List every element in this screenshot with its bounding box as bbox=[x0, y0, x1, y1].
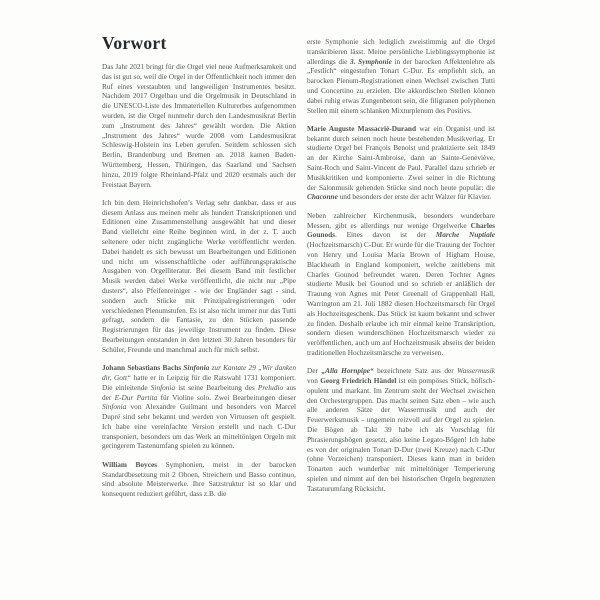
text-run: Wassermusik bbox=[457, 366, 495, 376]
paragraph bbox=[307, 37, 495, 115]
text-run: Chaconne bbox=[307, 192, 338, 202]
paragraph bbox=[102, 198, 296, 355]
text-run: Ich bin dem Heinrichshofen’s Verlag sehr dankbar, dass er aus diesem Anlass aus meinen mehr als hundert Transkriptionen und Editionen eine Zusammenstellung ausgewählt hat und dieser Band vielleicht eine Reihe beginnen wird, in der z. T. auch seltenere oder nicht zugängliche Werke veröffentlicht werden. Dabei handelt es sich bewusst um Bearbeitungen und Editionen und nicht um wissenschaftliche oder aufführungspraktische Ausgaben von Orgelliteratur. Bei diesem Band mit festlicher Musik werden dabei Werke veröffentlicht, die nicht nur „Pipe dusters“, also Pfeifenreiniger - wie der Engländer sagt - sind, sondern auch Stücke mit Prinzipalregistrierungen oder verschiedenen Plenumstufen. Es ist also nicht immer nur das Tutti gefragt, sondern die Fantasie, zu den Stücken passende Registrierungen für das jeweilige Instrument zu finden. Diese Bearbeitungen entstanden in den letzten 30 Jahren besonders für Schüler, Freunde und manchmal auch für mich selbst. bbox=[102, 197, 296, 354]
text-run: . Eines davon ist der bbox=[335, 230, 436, 240]
text-run: (Hochzeitsmarsch) C-Dur. Er wurde für die Trauung der Tochter von Henry und Louisa Maria Brown of Higham House, Blackheath in England komponiert, welche zeitlebens mit Charles Gounod befreundet waren. Deren Tochter Agnes studierte Musik bei Gounod und so schrieb er anläßlich der Trauung von Agnes mit Peter Greenall of Grappenhall Hall, Warrington am 21. Juli 1882 diesen Hochzeitsmarsch für Orgel als Hochzeitsgeschenk. Das Stück ist kaum bekannt und schwer zu finden. Deshalb erlaube ich mir einmal keine Transkription, sondern diesen wunderschönen Hochzeitsmarsch wieder zu veröffentlichen, auch um auf Hochzeitsmusik abseits der beiden traditionellen Hochzeitsmärsche zu verweisen. bbox=[307, 240, 496, 357]
text-run: zur Kantate 29 „Wir danken dir, Gott“ bbox=[102, 363, 296, 382]
text-run: Symphonien, meist in der barocken Standardbesetzung mit 2 Oboen, Streichern und Basso continuo, sind absolute Meisterwerke. Ihre Satzstruktur ist so klar und konsequent reduziert geführt, dass z.B. die bbox=[102, 459, 296, 499]
paragraph bbox=[307, 124, 495, 202]
text-run: E-Dur Partita bbox=[114, 392, 158, 402]
text-run: für Violine solo. Zwei Bearbeitungen dieser bbox=[157, 392, 296, 402]
text-run: von bbox=[307, 376, 321, 385]
text-run: ist seine Bearbeitung des bbox=[175, 382, 258, 392]
text-run: erste Symphonie sich lediglich zweistimmig auf die Orgel transkribieren lässt. Meine persönliche Lieblingssymphonie ist allerdings die bbox=[307, 37, 495, 66]
text-run: aus der bbox=[102, 382, 296, 402]
text-run: Das Jahr 2021 bringt für die Orgel viel neue Aufmerksamkeit und das ist gut so, weil die Orgel in der Öffentlichkeit noch immer den Ruf eines verstaubten und langweiligen Instrumentes besitzt. Nachdem 2017 Orgelbau und die Orgelmusik in Deutschland in die UNESCO-Liste des Immateriellen Kulturerbes aufgenommen wurden, ist die Orgel nunmehr durch den Landesmusikrat Berlin zum „Instrument des Jahres“ gewählt worden. Die Aktion „Instrument des Jahres“ wurde 2008 vom Landesmusikrat Schleswig-Holstein ins Leben gerufen. Seitdem schlossen sich Berlin, Brandenburg und Bremen an. 2018 kamen Baden-Württemberg, Hessen, Thüringen, das Saarland und Sachsen hinzu, 2019 folgte Rheinland-Pfalz und 2020 erstmals auch der Freistaat Bayern. bbox=[102, 62, 296, 189]
text-run: Georg Friedrich Händel bbox=[320, 376, 397, 385]
text-run: ist ein pompöses Stück, höfisch-opulent und markant. Im Zentrum steht der Wechsel zwischen den Orchestergruppen. Das macht seinen Satz eben – wie auch alle anderen Sätze der Wassermusik und auch der Feuerwerksmusik – ungemein reizvoll auf der Orgel zu spielen. Die Bögen ab Takt 39 habe ich als Vorschlag für Phrasierungsbögen gesetzt, also keine Legato-Bögen! Ich habe es von der originalen Tonart D-Dur (zwei Kreuze) nach C-Dur (ohne Vorzeichen) transponiert. Dieses kann man in beiden Tonarten auch wunderbar mit mitteltöniger Temperierung spielen und nimmt auf den bei historischen Orgeln begrenzten Tastaturumfang Rücksicht. bbox=[307, 376, 495, 493]
text-run: war ein Organist und ist bekannt durch seinen noch heute bestehenden Musikverlag. Er studierte Orgel bei François Benoist und praktizierte seit 1849 an der Kirche Saint-Ambroise, dann an Sainte-Geneviève, Saint-Roch und Saint-Vincent de Paul. Parallel dazu schrieb er Musikkritiken und komponierte. Zwei seiner in die Richtung der Salonmusik gehenden Stücke sind noch heute populär: die bbox=[307, 123, 496, 192]
paragraph bbox=[102, 363, 296, 451]
text-run: Der bbox=[307, 366, 322, 376]
page-title: Vorwort bbox=[102, 33, 167, 53]
text-run: Johann Sebastians Bachs bbox=[102, 363, 184, 373]
text-run: Sinfonia bbox=[183, 363, 210, 373]
text-run: Charles Gounods bbox=[307, 220, 495, 240]
left-text-column bbox=[102, 62, 296, 499]
text-run: in der barocken Affektenlehre als „Festlich“ eingestuften Tonart C-Dur. Es empfiehlt sich, an barocken Plenum-Registrationen einen Wechsel zwischen Tutti und Concertino zu erzielen. Die akkordischen Stellen können dabei ruhig etwas Zungenbetont sein, die filigranen polyphonen Stellen mit einem schlanken Mixturplenum des Positivs. bbox=[307, 56, 495, 115]
text-run: bezeichnete Satz aus der bbox=[373, 366, 458, 376]
paragraph bbox=[307, 366, 495, 493]
text-run: Marie Auguste Massacrié-Durand bbox=[307, 123, 417, 133]
text-run: und besonders der erste der acht Walzer für Klavier. bbox=[337, 192, 492, 202]
text-run: Neben zahlreicher Kirchenmusik, besonders wunderbare Messen, gibt es allerdings nur wenige Orgelwerke bbox=[307, 210, 495, 230]
text-run: Marche Nuptiale bbox=[435, 230, 495, 240]
text-run: von Alexandre Guilmant und besonders von Marcel Dupré sind sehr bekannt und werden von Virtuosen oft gespielt. Ich habe eine vereinfachte Version erstellt und nach C-Dur transponiert, besonders um das Werk an mitteltönigen Orgeln mit geringerem Tastenumfang spielen zu können. bbox=[102, 402, 296, 451]
text-run: Sinfonia bbox=[150, 382, 176, 392]
text-run: Sinfonia bbox=[102, 402, 127, 412]
text-run: William Boyces bbox=[102, 459, 158, 469]
text-run: Preludio bbox=[257, 382, 284, 392]
paragraph bbox=[102, 460, 296, 499]
paragraph bbox=[307, 211, 495, 358]
paragraph bbox=[102, 62, 296, 189]
text-run: hatte er in Leipzig für die Ratswahl 1731 komponiert. Die einleitende bbox=[102, 372, 296, 392]
text-run: 3. Symphonie bbox=[350, 56, 392, 66]
right-text-column bbox=[307, 37, 495, 494]
text-run: „Alla Hornpipe“ bbox=[321, 366, 374, 376]
